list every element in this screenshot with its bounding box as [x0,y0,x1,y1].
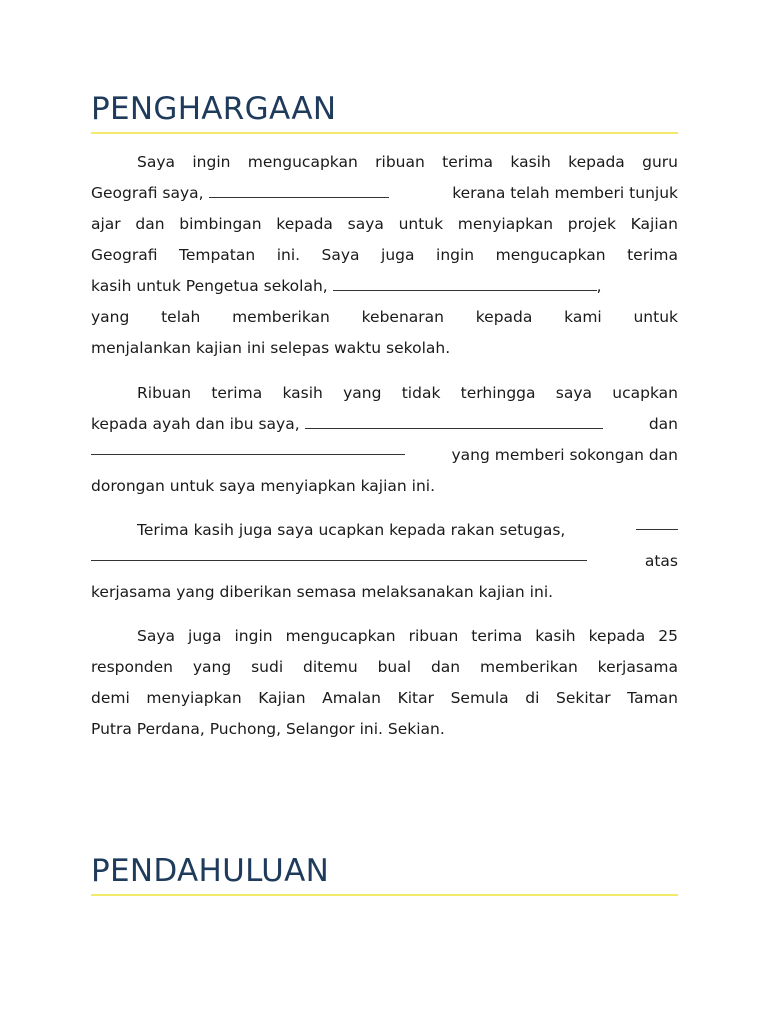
p2-text: yang memberi sokongan dan [451,446,678,464]
paragraph-4 [91,621,678,745]
blank-pengetua-name [333,276,597,291]
p2-line-2 [91,409,678,440]
p2-line-3 [91,440,678,471]
p4-line-4: Putra Perdana, Puchong, Selangor ini. Sekian. [91,720,445,738]
heading-penghargaan: PENGHARGAAN [91,91,337,127]
paragraph-2 [91,378,678,502]
blank-ayah-name [305,414,603,429]
p1-line-4: Geografi Tempatan ini. Saya juga ingin mengucapkan terima [91,246,678,264]
p3-text: Terima kasih juga saya ucapkan kepada rakan setugas, [137,521,566,539]
p1-text: kasih untuk Pengetua sekolah, [91,277,328,295]
p3-line-2 [91,546,678,577]
paragraph-3 [91,515,678,608]
blank-rakan-name-1 [636,515,678,530]
blank-rakan-name-2 [91,546,587,561]
p4-line-2: responden yang sudi ditemu bual dan memberikan kerjasama [91,658,678,676]
p1-text: kerana telah memberi tunjuk [452,184,678,202]
p3-line-3: kerjasama yang diberikan semasa melaksanakan kajian ini. [91,583,554,601]
heading-underline [91,132,678,134]
p1-line-1: Saya ingin mengucapkan ribuan terima kasih kepada guru [137,153,678,171]
p4-line-3: demi menyiapkan Kajian Amalan Kitar Semula di Sekitar Taman [91,689,678,707]
p2-line-4: dorongan untuk saya menyiapkan kajian ini. [91,477,436,495]
heading-pendahuluan: PENDAHULUAN [91,853,330,889]
heading-underline [91,894,678,896]
blank-guru-name [209,183,389,198]
p3-line-1 [91,515,678,546]
p1-line-7: menjalankan kajian ini selepas waktu sekolah. [91,339,451,357]
paragraph-1 [91,147,678,364]
blank-ibu-name [91,440,405,455]
p1-line-5 [91,271,678,302]
p1-text: , [596,277,602,295]
p1-text: Geografi saya, [91,184,204,202]
p2-line-1: Ribuan terima kasih yang tidak terhingga saya ucapkan [137,384,678,402]
p3-text: atas [644,552,678,570]
p4-line-1: Saya juga ingin mengucapkan ribuan terima kasih kepada 25 [137,627,678,645]
p1-line-3: ajar dan bimbingan kepada saya untuk menyiapkan projek Kajian [91,215,678,233]
p1-line-6: yang telah memberikan kebenaran kepada kami untuk [91,308,678,326]
p2-text: kepada ayah dan ibu saya, [91,415,300,433]
p1-line-2 [91,178,678,209]
p2-text: dan [648,415,678,433]
